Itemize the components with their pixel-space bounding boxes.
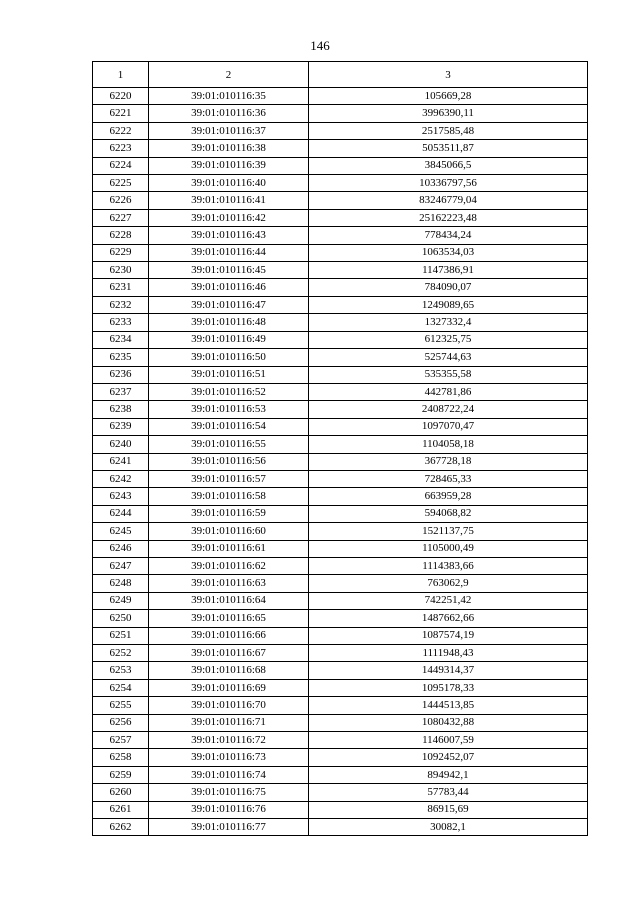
cadastral-number-cell: 39:01:010116:36	[149, 105, 309, 122]
cadastral-number-cell: 39:01:010116:50	[149, 349, 309, 366]
row-number-cell: 6250	[93, 610, 149, 627]
row-number-cell: 6238	[93, 401, 149, 418]
table-row	[93, 227, 588, 244]
value-cell: 1114383,66	[309, 557, 588, 574]
cadastral-number-cell: 39:01:010116:70	[149, 697, 309, 714]
value-cell: 1111948,43	[309, 645, 588, 662]
table-row	[93, 714, 588, 731]
value-cell: 5053511,87	[309, 140, 588, 157]
value-cell: 894942,1	[309, 766, 588, 783]
table-row	[93, 140, 588, 157]
table-row	[93, 749, 588, 766]
table-row	[93, 331, 588, 348]
value-cell: 3996390,11	[309, 105, 588, 122]
cadastral-number-cell: 39:01:010116:56	[149, 453, 309, 470]
cadastral-number-cell: 39:01:010116:60	[149, 523, 309, 540]
row-number-cell: 6254	[93, 679, 149, 696]
table-row	[93, 296, 588, 313]
cadastral-number-cell: 39:01:010116:37	[149, 122, 309, 139]
value-cell: 1063534,03	[309, 244, 588, 261]
value-cell: 1327332,4	[309, 314, 588, 331]
table-row	[93, 784, 588, 801]
cadastral-number-cell: 39:01:010116:53	[149, 401, 309, 418]
value-cell: 1087574,19	[309, 627, 588, 644]
table-row	[93, 505, 588, 522]
table-row	[93, 314, 588, 331]
cadastral-number-cell: 39:01:010116:52	[149, 383, 309, 400]
value-cell: 742251,42	[309, 592, 588, 609]
table-row	[93, 801, 588, 818]
row-number-cell: 6237	[93, 383, 149, 400]
table-row	[93, 88, 588, 105]
row-number-cell: 6220	[93, 88, 149, 105]
cadastral-number-cell: 39:01:010116:74	[149, 766, 309, 783]
table-row	[93, 209, 588, 226]
table-row	[93, 540, 588, 557]
cadastral-number-cell: 39:01:010116:46	[149, 279, 309, 296]
data-table	[92, 61, 588, 836]
table-row	[93, 244, 588, 261]
value-cell: 778434,24	[309, 227, 588, 244]
table-header	[93, 62, 588, 88]
row-number-cell: 6223	[93, 140, 149, 157]
table-row	[93, 592, 588, 609]
value-cell: 30082,1	[309, 819, 588, 836]
value-cell: 1092452,07	[309, 749, 588, 766]
value-cell: 728465,33	[309, 470, 588, 487]
row-number-cell: 6258	[93, 749, 149, 766]
row-number-cell: 6224	[93, 157, 149, 174]
cadastral-number-cell: 39:01:010116:67	[149, 645, 309, 662]
row-number-cell: 6255	[93, 697, 149, 714]
value-cell: 2408722,24	[309, 401, 588, 418]
value-cell: 1080432,88	[309, 714, 588, 731]
row-number-cell: 6221	[93, 105, 149, 122]
row-number-cell: 6248	[93, 575, 149, 592]
value-cell: 1249089,65	[309, 296, 588, 313]
row-number-cell: 6261	[93, 801, 149, 818]
cadastral-number-cell: 39:01:010116:73	[149, 749, 309, 766]
table-row	[93, 766, 588, 783]
value-cell: 1147386,91	[309, 262, 588, 279]
cadastral-number-cell: 39:01:010116:69	[149, 679, 309, 696]
cadastral-number-cell: 39:01:010116:59	[149, 505, 309, 522]
value-cell: 105669,28	[309, 88, 588, 105]
table-row	[93, 349, 588, 366]
table-row	[93, 470, 588, 487]
row-number-cell: 6233	[93, 314, 149, 331]
value-cell: 10336797,56	[309, 175, 588, 192]
column-header-1: 1	[93, 62, 149, 88]
cadastral-number-cell: 39:01:010116:47	[149, 296, 309, 313]
cadastral-number-cell: 39:01:010116:71	[149, 714, 309, 731]
table-row	[93, 610, 588, 627]
row-number-cell: 6222	[93, 122, 149, 139]
table-row	[93, 383, 588, 400]
value-cell: 784090,07	[309, 279, 588, 296]
table-row	[93, 662, 588, 679]
row-number-cell: 6227	[93, 209, 149, 226]
cadastral-number-cell: 39:01:010116:68	[149, 662, 309, 679]
table-row	[93, 732, 588, 749]
row-number-cell: 6232	[93, 296, 149, 313]
cadastral-number-cell: 39:01:010116:72	[149, 732, 309, 749]
cadastral-number-cell: 39:01:010116:77	[149, 819, 309, 836]
cadastral-number-cell: 39:01:010116:51	[149, 366, 309, 383]
table-row	[93, 523, 588, 540]
table-row	[93, 436, 588, 453]
row-number-cell: 6243	[93, 488, 149, 505]
value-cell: 1097070,47	[309, 418, 588, 435]
row-number-cell: 6260	[93, 784, 149, 801]
row-number-cell: 6241	[93, 453, 149, 470]
cadastral-number-cell: 39:01:010116:75	[149, 784, 309, 801]
row-number-cell: 6259	[93, 766, 149, 783]
table-row	[93, 366, 588, 383]
row-number-cell: 6231	[93, 279, 149, 296]
value-cell: 3845066,5	[309, 157, 588, 174]
cadastral-number-cell: 39:01:010116:44	[149, 244, 309, 261]
cadastral-number-cell: 39:01:010116:43	[149, 227, 309, 244]
row-number-cell: 6236	[93, 366, 149, 383]
cadastral-number-cell: 39:01:010116:49	[149, 331, 309, 348]
value-cell: 367728,18	[309, 453, 588, 470]
table-row	[93, 575, 588, 592]
cadastral-number-cell: 39:01:010116:39	[149, 157, 309, 174]
cadastral-number-cell: 39:01:010116:40	[149, 175, 309, 192]
value-cell: 442781,86	[309, 383, 588, 400]
cadastral-number-cell: 39:01:010116:76	[149, 801, 309, 818]
row-number-cell: 6249	[93, 592, 149, 609]
value-cell: 612325,75	[309, 331, 588, 348]
value-cell: 25162223,48	[309, 209, 588, 226]
table-row	[93, 157, 588, 174]
cadastral-number-cell: 39:01:010116:66	[149, 627, 309, 644]
table-row	[93, 105, 588, 122]
value-cell: 535355,58	[309, 366, 588, 383]
table-body	[93, 88, 588, 836]
row-number-cell: 6226	[93, 192, 149, 209]
table-row	[93, 679, 588, 696]
table-row	[93, 175, 588, 192]
row-number-cell: 6245	[93, 523, 149, 540]
row-number-cell: 6262	[93, 819, 149, 836]
cadastral-number-cell: 39:01:010116:61	[149, 540, 309, 557]
table-row	[93, 488, 588, 505]
value-cell: 1095178,33	[309, 679, 588, 696]
cadastral-number-cell: 39:01:010116:63	[149, 575, 309, 592]
table-row	[93, 557, 588, 574]
table-row	[93, 453, 588, 470]
table-row	[93, 819, 588, 836]
row-number-cell: 6256	[93, 714, 149, 731]
cadastral-number-cell: 39:01:010116:35	[149, 88, 309, 105]
table-row	[93, 262, 588, 279]
page-number: 146	[310, 38, 330, 53]
row-number-cell: 6228	[93, 227, 149, 244]
cadastral-number-cell: 39:01:010116:48	[149, 314, 309, 331]
row-number-cell: 6234	[93, 331, 149, 348]
value-cell: 86915,69	[309, 801, 588, 818]
row-number-cell: 6229	[93, 244, 149, 261]
value-cell: 83246779,04	[309, 192, 588, 209]
value-cell: 1146007,59	[309, 732, 588, 749]
cadastral-number-cell: 39:01:010116:54	[149, 418, 309, 435]
row-number-cell: 6242	[93, 470, 149, 487]
row-number-cell: 6257	[93, 732, 149, 749]
value-cell: 525744,63	[309, 349, 588, 366]
cadastral-number-cell: 39:01:010116:55	[149, 436, 309, 453]
table-row	[93, 627, 588, 644]
cadastral-number-cell: 39:01:010116:38	[149, 140, 309, 157]
cadastral-number-cell: 39:01:010116:45	[149, 262, 309, 279]
row-number-cell: 6251	[93, 627, 149, 644]
cadastral-number-cell: 39:01:010116:58	[149, 488, 309, 505]
cadastral-number-cell: 39:01:010116:62	[149, 557, 309, 574]
header-row	[93, 62, 588, 88]
column-header-3: 3	[309, 62, 588, 88]
value-cell: 2517585,48	[309, 122, 588, 139]
table-row	[93, 418, 588, 435]
row-number-cell: 6253	[93, 662, 149, 679]
row-number-cell: 6244	[93, 505, 149, 522]
table-row	[93, 279, 588, 296]
table-row	[93, 401, 588, 418]
row-number-cell: 6252	[93, 645, 149, 662]
value-cell: 1449314,37	[309, 662, 588, 679]
row-number-cell: 6240	[93, 436, 149, 453]
row-number-cell: 6230	[93, 262, 149, 279]
value-cell: 1105000,49	[309, 540, 588, 557]
value-cell: 57783,44	[309, 784, 588, 801]
row-number-cell: 6246	[93, 540, 149, 557]
row-number-cell: 6235	[93, 349, 149, 366]
table-row	[93, 645, 588, 662]
cadastral-number-cell: 39:01:010116:42	[149, 209, 309, 226]
value-cell: 1521137,75	[309, 523, 588, 540]
cadastral-number-cell: 39:01:010116:57	[149, 470, 309, 487]
table-row	[93, 122, 588, 139]
cadastral-number-cell: 39:01:010116:41	[149, 192, 309, 209]
column-header-2: 2	[149, 62, 309, 88]
cadastral-number-cell: 39:01:010116:65	[149, 610, 309, 627]
table-row	[93, 192, 588, 209]
row-number-cell: 6247	[93, 557, 149, 574]
value-cell: 1104058,18	[309, 436, 588, 453]
value-cell: 763062,9	[309, 575, 588, 592]
row-number-cell: 6225	[93, 175, 149, 192]
cadastral-number-cell: 39:01:010116:64	[149, 592, 309, 609]
value-cell: 1444513,85	[309, 697, 588, 714]
row-number-cell: 6239	[93, 418, 149, 435]
table-row	[93, 697, 588, 714]
value-cell: 1487662,66	[309, 610, 588, 627]
value-cell: 594068,82	[309, 505, 588, 522]
value-cell: 663959,28	[309, 488, 588, 505]
